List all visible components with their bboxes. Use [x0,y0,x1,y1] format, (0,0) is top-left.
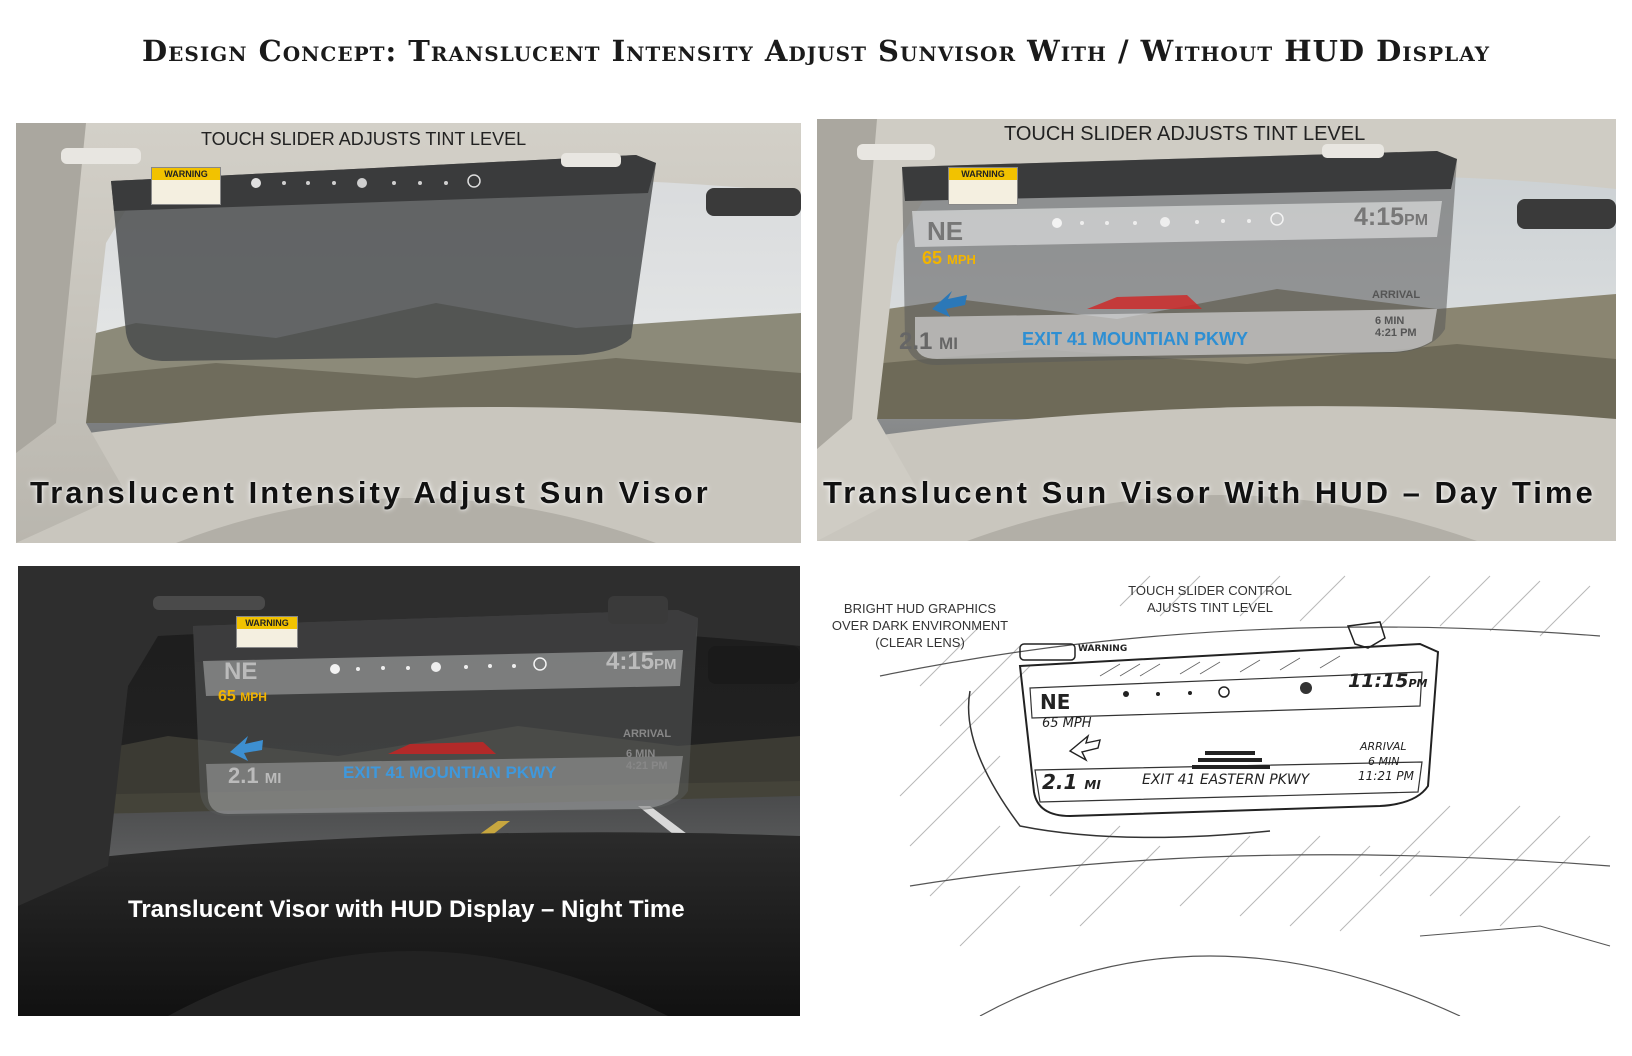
sketch-warning: WARNING [1078,644,1128,654]
hud-arrival-label: ARRIVAL [1372,289,1421,301]
note-bright-hud-line3: (CLEAR LENS) [875,635,965,650]
warning-label [236,616,298,648]
hud-clock [606,648,677,676]
panel-visor-hud-day [817,119,1616,541]
hud-arrival-time: 4:21 PM [626,760,668,772]
sketch-hud-arrival-min: 6 MIN [1368,755,1400,768]
hud-speed-unit: MPH [240,690,267,704]
note-touch-slider [1120,582,1300,616]
hud-distance-value: 2.1 [899,328,933,355]
sketch-hud-speed: 65 MPH [1042,716,1092,731]
hud-speed-value: 65 [218,688,236,705]
slider-dot-min[interactable] [330,664,340,674]
hud-heading: NE [927,216,964,246]
sketch-hud-exit: EXIT 41 EASTERN PKWY [1142,772,1310,788]
sketch-hud-time-suffix: PM [1408,677,1428,690]
hud-arrival-label: ARRIVAL [623,728,672,740]
hud-time-suffix: PM [1404,212,1429,229]
warning-label-text: WARNING [949,168,1017,180]
panel-caption: Translucent Sun Visor With HUD – Day Time [823,475,1596,510]
warning-label [948,167,1018,205]
hud-time-suffix: PM [654,656,677,673]
hud-speed-unit: MPH [947,252,976,267]
warning-label-text: WARNING [152,168,220,180]
panel-caption: Translucent Intensity Adjust Sun Visor [30,475,711,510]
hud-distance-unit: MI [264,770,282,787]
slider-dot-min[interactable] [1052,218,1062,228]
sketch-hud-distance [1042,770,1101,794]
panel-visor-hud-night [18,566,800,1016]
warning-label-text: WARNING [237,617,297,629]
hud-distance-value: 2.1 [228,763,259,788]
slider-dot-mid[interactable] [1160,217,1170,227]
hud-distance [228,763,281,789]
slider-dot-mid[interactable] [431,662,441,672]
visor-hud-night-illustration [18,566,800,1016]
sketch-hud-arrival-label: ARRIVAL [1360,740,1407,753]
note-touch-slider-line1: TOUCH SLIDER CONTROL [1128,583,1292,598]
hud-arrival-time: 4:21 PM [1375,327,1417,339]
sketch-hud-arrival-time: 11:21 PM [1358,769,1414,783]
note-touch-slider-line2: AJUSTS TINT LEVEL [1147,600,1273,615]
tint-note: TOUCH SLIDER ADJUSTS TINT LEVEL [1004,123,1366,145]
hud-speed [218,688,267,706]
slider-dot-min[interactable] [251,178,261,188]
note-bright-hud-line2: OVER DARK ENVIRONMENT [831,618,1009,633]
sketch-hud-clock [1348,670,1428,692]
hud-heading: NE [224,658,258,685]
note-bright-hud [820,600,1020,651]
sketch-hud-distance-unit: MI [1084,778,1101,792]
hud-time: 4:15 [1354,203,1405,231]
hud-speed-value: 65 [922,248,943,268]
hud-distance-unit: MI [939,334,958,353]
tint-note: TOUCH SLIDER ADJUSTS TINT LEVEL [201,129,527,149]
note-bright-hud-line1: BRIGHT HUD GRAPHICS [843,601,997,616]
hud-exit: EXIT 41 MOUNTIAN PKWY [343,763,557,782]
hud-arrival-min: 6 MIN [1375,315,1405,327]
panel-visor-tint [16,123,801,543]
hud-speed [922,248,976,269]
panel-caption: Translucent Visor with HUD Display – Night Time [128,896,685,923]
slider-dot-mid[interactable] [357,178,367,188]
sketch-hud-heading: NE [1040,690,1071,714]
hud-clock [1354,203,1428,232]
sketch-hud-time: 11:15 [1348,670,1409,692]
hud-arrival-min: 6 MIN [626,748,656,760]
panel-concept-sketch [820,566,1620,1016]
hud-distance [899,328,958,356]
hud-exit: EXIT 41 MOUNTIAN PKWY [1022,329,1249,349]
sketch-hud-distance-value: 2.1 [1042,770,1078,794]
warning-label [151,167,221,205]
page-title: Design Concept: Translucent Intensity Adjust Sunvisor With / Without HUD Display [141,34,1490,68]
hud-time: 4:15 [606,648,655,675]
